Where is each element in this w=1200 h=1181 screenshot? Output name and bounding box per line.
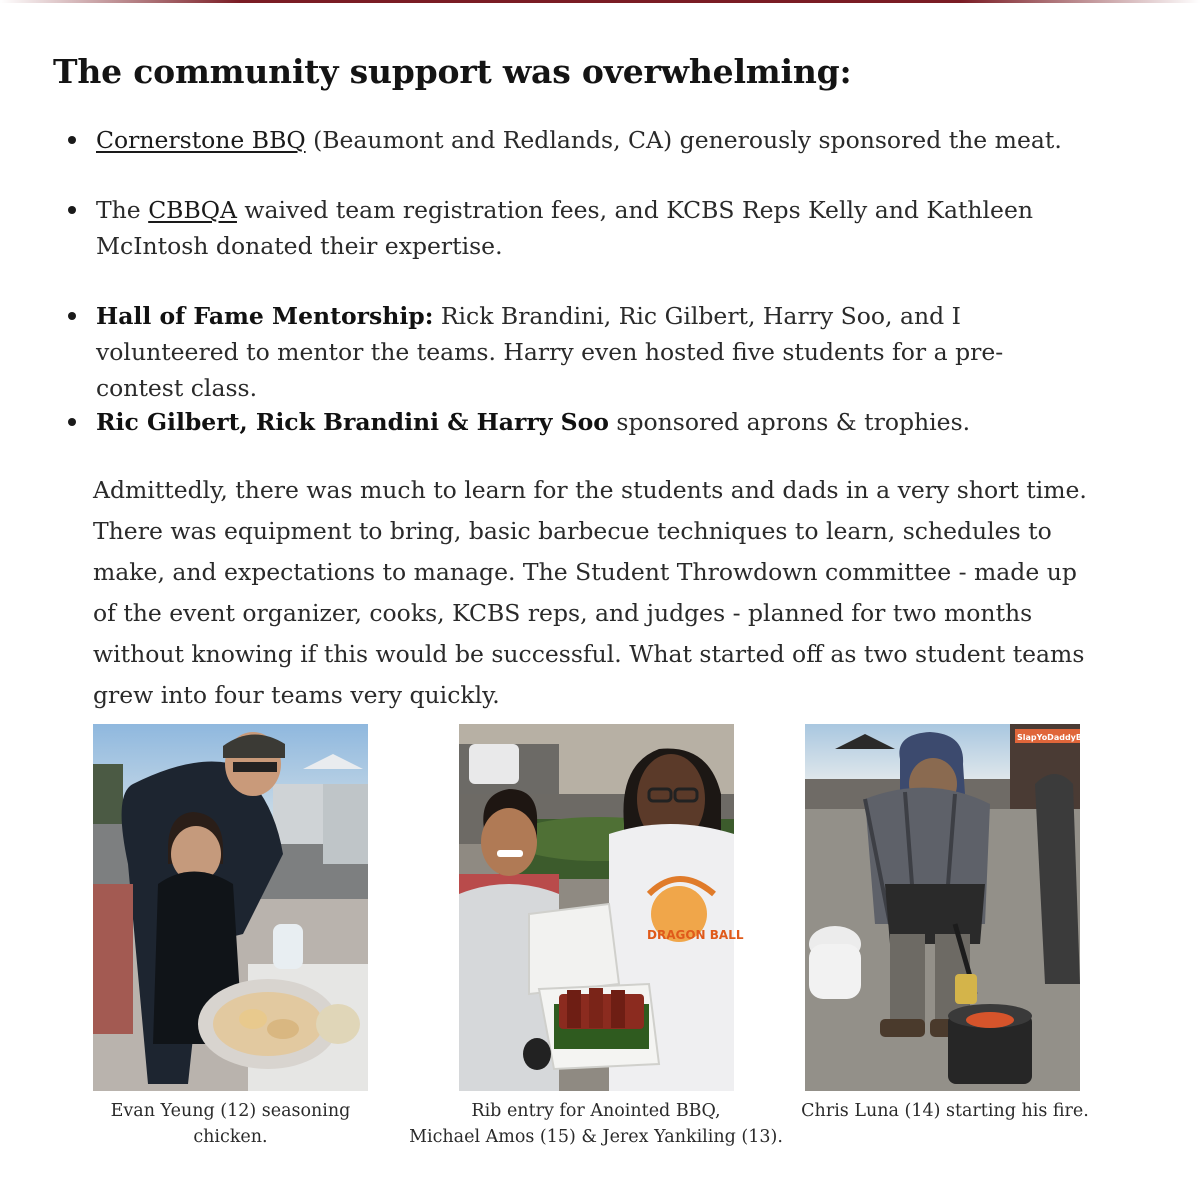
list-item — [96, 192, 1086, 264]
banner-text: SlapYoDaddyBBQ — [1017, 733, 1095, 742]
photo-caption — [93, 1098, 368, 1150]
list-item-text: waived team registration fees, and KCBS Reps Kelly and Kathleen McIntosh donated their expertise. — [96, 196, 1034, 260]
photo-caption — [376, 1098, 816, 1150]
caption-line: chicken. — [193, 1127, 268, 1147]
list-item-text: (Beaumont and Redlands, CA) generously sponsored the meat. — [305, 126, 1062, 154]
list-item — [96, 298, 1086, 406]
bullet-dot — [68, 418, 76, 426]
photo-rib-entry — [459, 724, 744, 1091]
photo-chris-starting-fire — [805, 724, 1095, 1091]
list-item — [96, 404, 1086, 440]
top-divider — [0, 0, 1200, 3]
list-item-bold: Hall of Fame Mentorship: — [96, 302, 434, 330]
section-heading: The community support was overwhelming: — [53, 52, 852, 91]
cornerstone-bbq-link[interactable]: Cornerstone BBQ — [96, 126, 306, 154]
list-item-bold: Ric Gilbert, Rick Brandini & Harry Soo — [96, 408, 609, 436]
photo-evan-seasoning-chicken — [93, 724, 368, 1091]
photo-caption — [790, 1098, 1100, 1124]
body-paragraph: Admittedly, there was much to learn for the students and dads in a very short time. There was equipment to bring, basic barbecue techniques to learn, schedules to make, and expectations to manage. The Student Throwdown committee - made up of the event organizer, cooks, KCBS reps, and judges - planned for two months without knowing if this would be successful. What started off as two student teams grew into four teams very quickly. — [93, 476, 1087, 709]
caption-line: Michael Amos (15) & Jerex Yankiling (13). — [409, 1127, 783, 1147]
caption-line: Rib entry for Anointed BBQ, — [471, 1101, 721, 1121]
caption-line: Evan Yeung (12) seasoning — [110, 1101, 351, 1121]
list-item-text: sponsored aprons & trophies. — [608, 408, 971, 436]
list-item-text: The — [96, 196, 149, 224]
list-item — [96, 122, 1086, 158]
list-item-text: Rick Brandini, Ric Gilbert, Harry Soo, and I volunteered to mentor the teams. Harry even hosted five students for a pre-contest class. — [96, 302, 1004, 402]
bullet-dot — [68, 136, 76, 144]
bullet-dot — [68, 312, 76, 320]
bullet-dot — [68, 206, 76, 214]
caption-line: Chris Luna (14) starting his fire. — [801, 1101, 1089, 1121]
cbbqa-link[interactable]: CBBQA — [148, 196, 237, 224]
shirt-print-text: DRAGON BALL — [647, 928, 744, 942]
